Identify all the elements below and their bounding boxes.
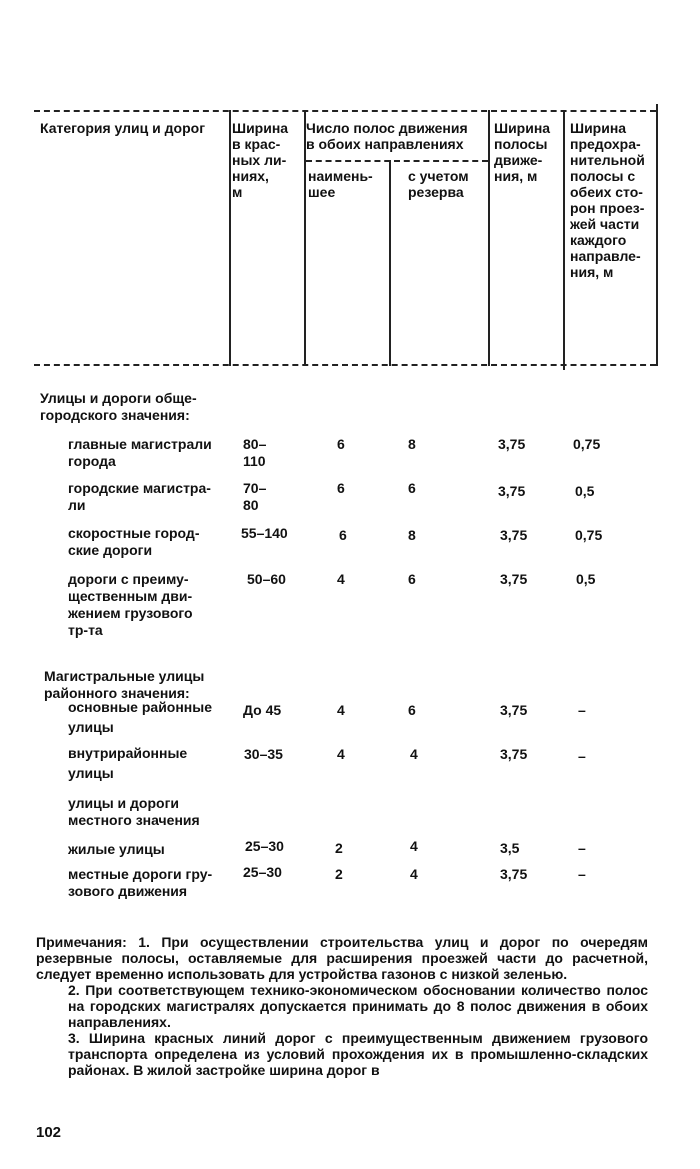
header-lanes-group: Число полос движения в обоих направлениях [306,120,468,152]
row-lanes-reserve: 4 [410,838,418,854]
header-category: Категория улиц и дорог [40,120,206,136]
row-lanes-min: 4 [337,571,345,587]
notes-label: Примечания [36,934,123,950]
row-lanes-reserve: 6 [408,571,416,587]
row-lane-width: 3,75 [498,483,526,499]
lanes-subheader-rule [306,160,488,162]
header-red-lines-width: Ширина в крас- ных ли- ниях, м [232,120,289,200]
col-divider-6 [656,104,658,366]
row-lane-width: 3,75 [500,702,528,718]
header-safety-strip: Ширина предохра- нительной полосы с обеих сто- рон проез- жей части каждого направле- ния, м [570,120,645,280]
row-lanes-reserve: 6 [408,702,416,718]
row-lane-width: 3,75 [500,527,528,543]
row-safety: 0,75 [575,527,603,543]
row-safety: – [578,866,586,882]
row-width: 25–30 [243,864,282,880]
row-width: 70– 80 [243,480,267,513]
section-title-local: улицы и дороги местного значения [68,795,200,828]
header-lanes-reserve: с учетом резерва [408,168,469,200]
row-lanes-min: 6 [337,436,345,452]
row-name: дороги с преиму- щественным дви- жением грузового тр-та [68,571,193,638]
row-lanes-reserve: 4 [410,866,418,882]
row-width: 50–60 [247,571,286,587]
section-title-district: Магистральные улицы районного значения: [44,668,205,701]
row-name: жилые улицы [68,841,165,857]
note-1: Примечания: 1. При осуществлении строительства улиц и дорог по очередям резервные полосы, оставляемые для расширения проезжей части до расчетной, следует временно использовать для устройства газонов с низкой зеленью. [36,934,648,982]
col-divider-5 [563,110,565,370]
row-width: 25–30 [245,838,284,854]
row-lanes-min: 6 [339,527,347,543]
row-safety: – [578,840,586,856]
row-lanes-min: 2 [335,866,343,882]
row-lane-width: 3,75 [500,866,528,882]
row-lanes-min: 4 [337,746,345,762]
row-lane-width: 3,75 [498,436,526,452]
row-safety: – [578,702,586,718]
header-lanes-min: наимень- шее [308,168,373,200]
note-2: 2. При соответствующем технико-экономическом обосновании количество полос на городских магистралях допускается принимать до 8 полос движения в обоих направлениях. [68,982,648,1030]
notes-block [36,934,648,1078]
row-safety: – [578,748,586,764]
row-safety: 0,75 [573,436,601,452]
row-lane-width: 3,5 [500,840,520,856]
row-lanes-min: 4 [337,702,345,718]
row-lane-width: 3,75 [500,571,528,587]
row-lanes-reserve: 8 [408,527,416,543]
row-width: 55–140 [241,525,288,541]
row-width: До 45 [243,702,282,718]
row-safety: 0,5 [575,483,595,499]
row-name: городские магистра- ли [68,480,211,513]
header-lane-width: Ширина полосы движе- ния, м [494,120,551,184]
col-divider-1 [229,110,231,366]
page-number: 102 [36,1124,62,1141]
row-name: скоростные город- ские дороги [68,525,200,558]
row-lanes-min: 2 [335,840,343,856]
row-name: главные магистрали города [68,436,212,469]
row-width: 80– 110 [243,436,267,469]
row-name: основные районные улицы [68,699,213,735]
section-title-citywide: Улицы и дороги обще- городского значения: [40,390,197,423]
col-divider-3 [389,160,391,366]
row-lane-width: 3,75 [500,746,528,762]
row-name: местные дороги гру- зового движения [68,866,213,899]
row-lanes-reserve: 8 [408,436,416,452]
row-lanes-min: 6 [337,480,345,496]
note-3: 3. Ширина красных линий дорог с преимущественным движением грузового транспорта определена из условий прохождения их в промышленно-складских районах. В жилой застройке ширина дорог в [68,1030,648,1078]
row-lanes-reserve: 4 [410,746,418,762]
row-width: 30–35 [244,746,283,762]
row-lanes-reserve: 6 [408,480,416,496]
row-name: внутрирайонные улицы [68,745,188,781]
row-safety: 0,5 [576,571,596,587]
